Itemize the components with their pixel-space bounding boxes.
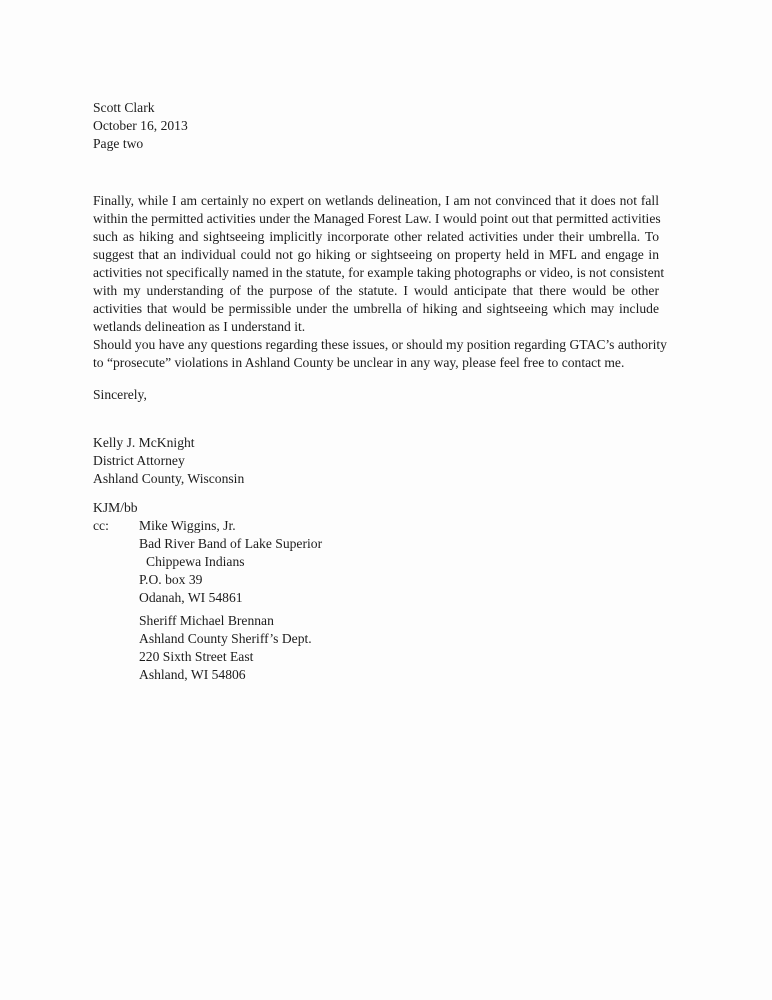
- paragraph-line: with my understanding of the purpose of the statute. I would anticipate that there would be other: [93, 283, 659, 298]
- cc-line: Ashland, WI 54806: [139, 667, 246, 682]
- header-date: October 16, 2013: [93, 118, 188, 133]
- reference-initials: KJM/bb: [93, 500, 138, 515]
- header-recipient: Scott Clark: [93, 100, 155, 115]
- cc-line: Mike Wiggins, Jr.: [139, 518, 236, 533]
- paragraph-line: Should you have any questions regarding these issues, or should my position regarding GTAC’s authority: [93, 337, 667, 352]
- paragraph-line: activities that would be permissible under the umbrella of hiking and sightseeing which may include: [93, 301, 659, 316]
- signer-name: Kelly J. McKnight: [93, 435, 195, 450]
- cc-label: cc:: [93, 518, 109, 533]
- paragraph-line: activities not specifically named in the statute, for example taking photographs or video, is not consistent: [93, 265, 665, 280]
- paragraph-line: within the permitted activities under the Managed Forest Law. I would point out that permitted activities: [93, 211, 661, 226]
- cc-recipient-1: [139, 517, 322, 607]
- cc-recipient-2: [139, 612, 312, 684]
- cc-line: 220 Sixth Street East: [139, 649, 254, 664]
- signer-office: Ashland County, Wisconsin: [93, 471, 245, 486]
- paragraph-line: wetlands delineation as I understand it.: [93, 319, 306, 334]
- cc-line: P.O. box 39: [139, 572, 203, 587]
- letter-header: [93, 99, 188, 153]
- closing: Sincerely,: [93, 387, 147, 402]
- header-page-number: Page two: [93, 136, 144, 151]
- paragraph-line: to “prosecute” violations in Ashland County be unclear in any way, please feel free to contact me.: [93, 355, 625, 370]
- cc-line: Ashland County Sheriff’s Dept.: [139, 631, 312, 646]
- body-paragraph-1: [93, 192, 665, 336]
- cc-line: Bad River Band of Lake Superior: [139, 536, 323, 551]
- paragraph-line: such as hiking and sightseeing implicitly incorporate other related activities under their umbrella. To: [93, 229, 659, 244]
- paragraph-line: suggest that an individual could not go hiking or sightseeing on property held in MFL and engage in: [93, 247, 659, 262]
- signer-title: District Attorney: [93, 453, 185, 468]
- signature-block: [93, 434, 244, 488]
- cc-line: Sheriff Michael Brennan: [139, 613, 274, 628]
- cc-line: Chippewa Indians: [146, 554, 245, 569]
- body-paragraph-2: [93, 336, 667, 372]
- paragraph-line: Finally, while I am certainly no expert on wetlands delineation, I am not convinced that it does not fall: [93, 193, 659, 208]
- cc-line: Odanah, WI 54861: [139, 590, 243, 605]
